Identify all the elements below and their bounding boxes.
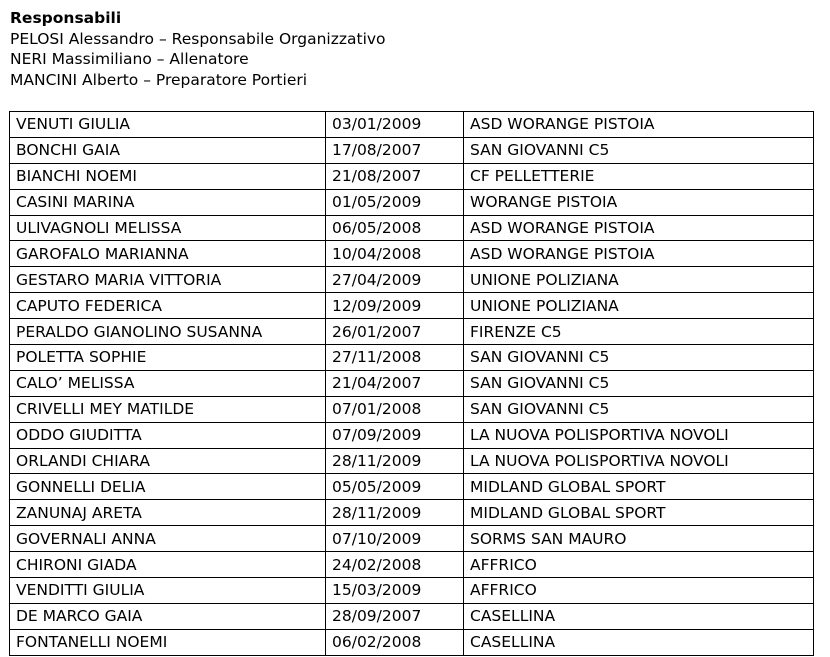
- birth-date-cell: 28/09/2007: [326, 603, 464, 629]
- player-name-cell: VENDITTI GIULIA: [10, 578, 326, 604]
- table-row: [10, 345, 814, 371]
- birth-date-cell: 05/05/2009: [326, 474, 464, 500]
- birth-date-cell: 07/01/2008: [326, 396, 464, 422]
- table-row: [10, 112, 814, 138]
- table-row: [10, 163, 814, 189]
- birth-date-cell: 07/09/2009: [326, 422, 464, 448]
- player-name-cell: BONCHI GAIA: [10, 137, 326, 163]
- birth-date-cell: 06/05/2008: [326, 215, 464, 241]
- player-name-cell: POLETTA SOPHIE: [10, 345, 326, 371]
- player-name-cell: CAPUTO FEDERICA: [10, 293, 326, 319]
- table-row: [10, 215, 814, 241]
- player-name-cell: GOVERNALI ANNA: [10, 526, 326, 552]
- birth-date-cell: 06/02/2008: [326, 629, 464, 655]
- birth-date-cell: 28/11/2009: [326, 448, 464, 474]
- table-row: [10, 267, 814, 293]
- table-row: [10, 552, 814, 578]
- table-row: [10, 370, 814, 396]
- club-cell: LA NUOVA POLISPORTIVA NOVOLI: [464, 422, 814, 448]
- birth-date-cell: 24/02/2008: [326, 552, 464, 578]
- player-name-cell: CALO’ MELISSA: [10, 370, 326, 396]
- club-cell: MIDLAND GLOBAL SPORT: [464, 474, 814, 500]
- player-name-cell: DE MARCO GAIA: [10, 603, 326, 629]
- club-cell: MIDLAND GLOBAL SPORT: [464, 500, 814, 526]
- player-name-cell: GESTARO MARIA VITTORIA: [10, 267, 326, 293]
- table-row: [10, 422, 814, 448]
- club-cell: SAN GIOVANNI C5: [464, 345, 814, 371]
- player-name-cell: CRIVELLI MEY MATILDE: [10, 396, 326, 422]
- player-name-cell: GONNELLI DELIA: [10, 474, 326, 500]
- roster-table: [9, 111, 814, 656]
- club-cell: CASELLINA: [464, 629, 814, 655]
- player-name-cell: ZANUNAJ ARETA: [10, 500, 326, 526]
- club-cell: CF PELLETTERIE: [464, 163, 814, 189]
- player-name-cell: BIANCHI NOEMI: [10, 163, 326, 189]
- table-row: [10, 319, 814, 345]
- club-cell: ASD WORANGE PISTOIA: [464, 112, 814, 138]
- table-row: [10, 137, 814, 163]
- player-name-cell: ODDO GIUDITTA: [10, 422, 326, 448]
- club-cell: WORANGE PISTOIA: [464, 189, 814, 215]
- birth-date-cell: 27/11/2008: [326, 345, 464, 371]
- birth-date-cell: 12/09/2009: [326, 293, 464, 319]
- birth-date-cell: 03/01/2009: [326, 112, 464, 138]
- birth-date-cell: 17/08/2007: [326, 137, 464, 163]
- player-name-cell: ULIVAGNOLI MELISSA: [10, 215, 326, 241]
- club-cell: CASELLINA: [464, 603, 814, 629]
- birth-date-cell: 10/04/2008: [326, 241, 464, 267]
- table-row: [10, 526, 814, 552]
- player-name-cell: CASINI MARINA: [10, 189, 326, 215]
- birth-date-cell: 27/04/2009: [326, 267, 464, 293]
- table-row: [10, 189, 814, 215]
- staff-header: [10, 8, 386, 90]
- club-cell: SORMS SAN MAURO: [464, 526, 814, 552]
- staff-line: NERI Massimiliano – Allenatore: [10, 50, 249, 68]
- table-row: [10, 293, 814, 319]
- player-name-cell: CHIRONI GIADA: [10, 552, 326, 578]
- club-cell: UNIONE POLIZIANA: [464, 293, 814, 319]
- table-row: [10, 474, 814, 500]
- club-cell: SAN GIOVANNI C5: [464, 396, 814, 422]
- birth-date-cell: 28/11/2009: [326, 500, 464, 526]
- birth-date-cell: 21/04/2007: [326, 370, 464, 396]
- table-row: [10, 448, 814, 474]
- club-cell: SAN GIOVANNI C5: [464, 137, 814, 163]
- club-cell: SAN GIOVANNI C5: [464, 370, 814, 396]
- player-name-cell: VENUTI GIULIA: [10, 112, 326, 138]
- player-name-cell: PERALDO GIANOLINO SUSANNA: [10, 319, 326, 345]
- club-cell: ASD WORANGE PISTOIA: [464, 241, 814, 267]
- birth-date-cell: 15/03/2009: [326, 578, 464, 604]
- club-cell: LA NUOVA POLISPORTIVA NOVOLI: [464, 448, 814, 474]
- player-name-cell: GAROFALO MARIANNA: [10, 241, 326, 267]
- section-title: Responsabili: [10, 9, 122, 27]
- table-row: [10, 396, 814, 422]
- birth-date-cell: 21/08/2007: [326, 163, 464, 189]
- birth-date-cell: 26/01/2007: [326, 319, 464, 345]
- staff-line: MANCINI Alberto – Preparatore Portieri: [10, 70, 308, 89]
- roster-body: [10, 112, 814, 656]
- birth-date-cell: 01/05/2009: [326, 189, 464, 215]
- table-row: [10, 500, 814, 526]
- table-row: [10, 241, 814, 267]
- club-cell: ASD WORANGE PISTOIA: [464, 215, 814, 241]
- player-name-cell: ORLANDI CHIARA: [10, 448, 326, 474]
- table-row: [10, 629, 814, 655]
- birth-date-cell: 07/10/2009: [326, 526, 464, 552]
- club-cell: FIRENZE C5: [464, 319, 814, 345]
- player-name-cell: FONTANELLI NOEMI: [10, 629, 326, 655]
- table-row: [10, 578, 814, 604]
- club-cell: UNIONE POLIZIANA: [464, 267, 814, 293]
- club-cell: AFFRICO: [464, 552, 814, 578]
- staff-line: PELOSI Alessandro – Responsabile Organizzativo: [10, 29, 386, 48]
- club-cell: AFFRICO: [464, 578, 814, 604]
- table-row: [10, 603, 814, 629]
